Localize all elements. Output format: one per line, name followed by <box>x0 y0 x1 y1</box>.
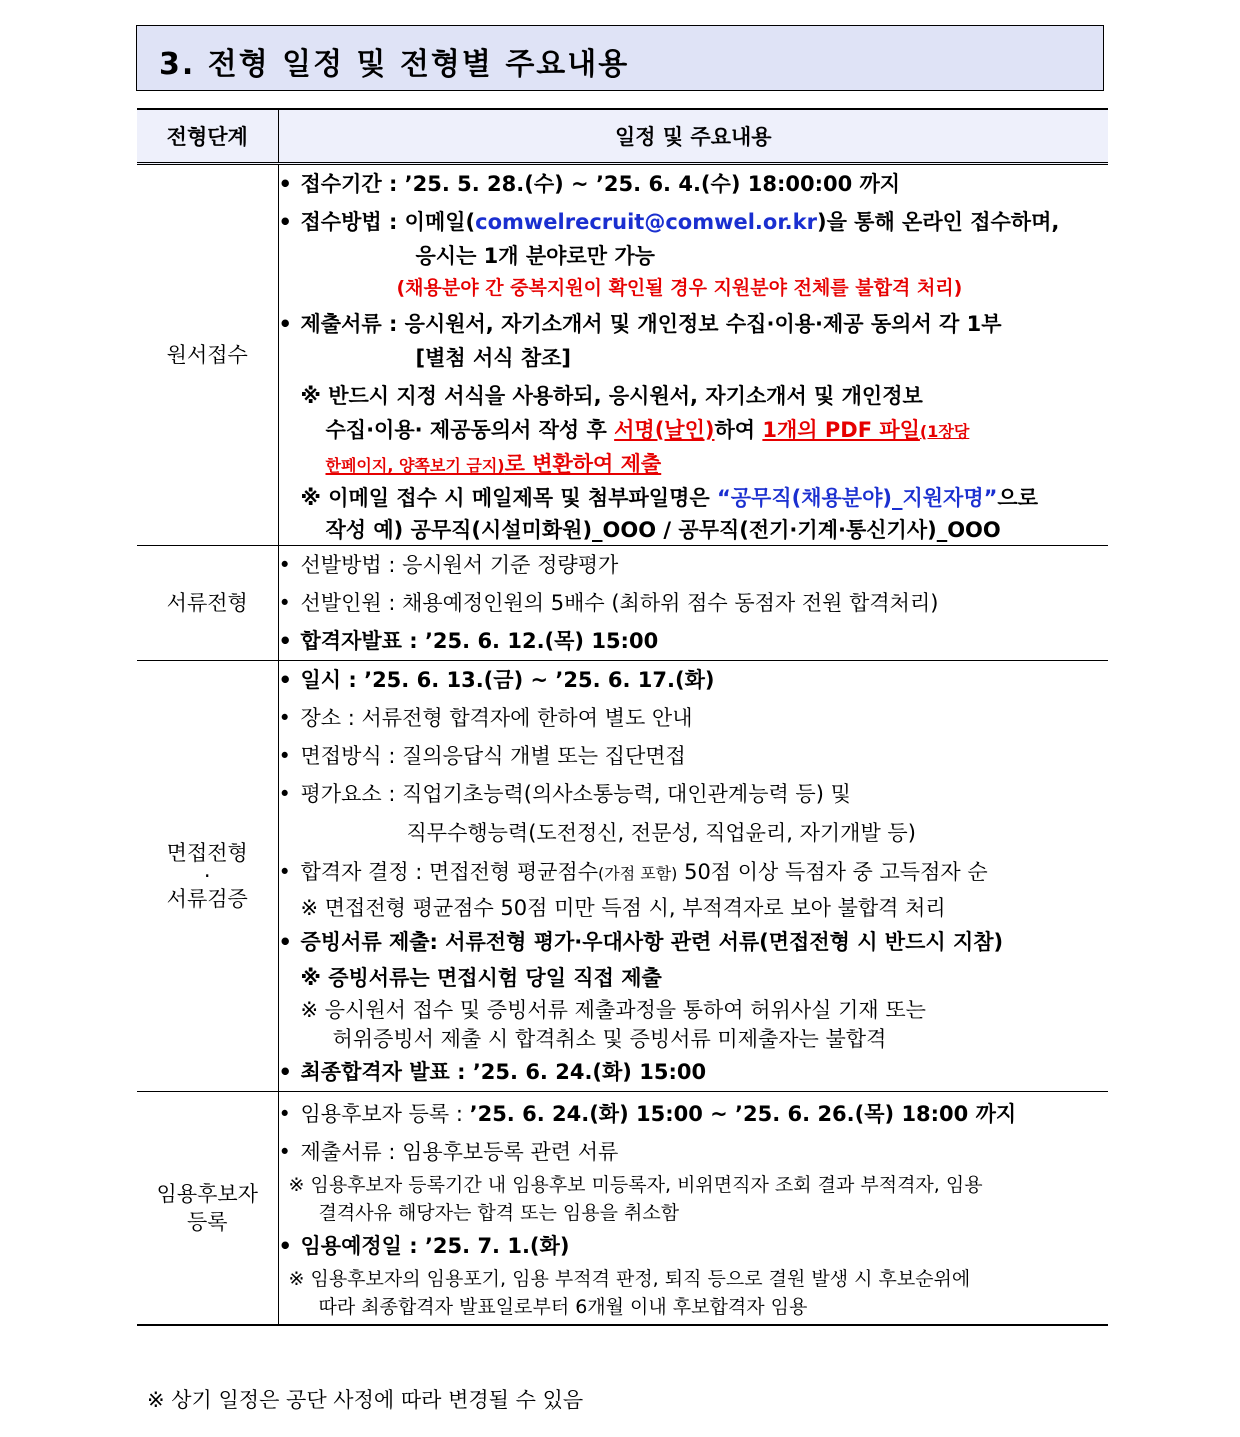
list-item: • 증빙서류 제출: 서류전형 평가·우대사항 관련 서류(면접전형 시 반드시 지참) <box>279 923 1109 961</box>
section-title-box <box>136 25 1104 91</box>
list-item: • 접수기간 : ’25. 5. 28.(수) ~ ’25. 6. 4.(수) 18:00:00 까지 <box>279 165 1109 203</box>
note: 한페이지, 양쪽보기 금지)로 변환하여 제출 <box>325 452 662 476</box>
stage-document-screening: 서류전형 <box>137 546 278 661</box>
table-row-application <box>137 164 1108 546</box>
table-row-document-screening <box>137 546 1108 661</box>
note: 결격사유 해당자는 합격 또는 임용을 취소함 <box>318 1202 680 1224</box>
list-item: • 제출서류 : 응시원서, 자기소개서 및 개인정보 수집·이용·제공 동의서 각 1부 <box>279 305 1109 343</box>
content-interview <box>278 661 1108 1092</box>
note: ※ 면접전형 평균점수 50점 미만 득점 시, 부적격자로 보아 불합격 처리 <box>300 896 946 920</box>
list-item: • 평가요소 : 직업기초능력(의사소통능력, 대인관계능력 등) 및 <box>279 775 1109 813</box>
list-item: 응시는 1개 분야로만 가능 <box>415 244 655 268</box>
list-item: • 합격자 결정 : 면접전형 평균점수(가점 포함) 50점 이상 득점자 중 고득점자 순 <box>279 853 1109 893</box>
list-item: 직무수행능력(도전정신, 전문성, 직업윤리, 자기개발 등) <box>406 821 916 845</box>
list-item: • 임용후보자 등록 : ’25. 6. 24.(화) 15:00 ~ ’25. 6. 26.(목) 18:00 까지 <box>279 1095 1109 1133</box>
list-item: • 장소 : 서류전형 합격자에 한하여 별도 안내 <box>279 699 1109 737</box>
list-item: • 선발방법 : 응시원서 기준 정량평가 <box>279 546 1109 584</box>
email-link[interactable]: comwelrecruit@comwel.or.kr <box>475 210 817 234</box>
warning-text: (채용분야 간 중복지원이 확인될 경우 지원분야 전체를 불합격 처리) <box>396 277 963 299</box>
stage-registration: 임용후보자 등록 <box>137 1092 278 1326</box>
note: 허위증빙서 제출 시 합격취소 및 증빙서류 미제출자는 불합격 <box>332 1027 887 1051</box>
list-item: • 합격자발표 : ’25. 6. 12.(목) 15:00 <box>279 622 1109 660</box>
stage-interview: 면접전형 · 서류검증 <box>137 661 278 1092</box>
list-item: • 일시 : ’25. 6. 13.(금) ~ ’25. 6. 17.(화) <box>279 661 1109 699</box>
header-content: 일정 및 주요내용 <box>278 109 1108 164</box>
list-item: • 선발인원 : 채용예정인원의 5배수 (최하위 점수 동점자 전원 합격처리) <box>279 584 1109 622</box>
note: 수집·이용· 제공동의서 작성 후 서명(날인)하여 1개의 PDF 파일(1장당 <box>325 418 970 442</box>
note: ※ 임용후보자 등록기간 내 임용후보 미등록자, 비위면직자 조회 결과 부적격자, 임용 <box>288 1174 983 1196</box>
table-header-row <box>137 109 1108 164</box>
stage-application: 원서접수 <box>137 164 278 546</box>
list-item: • 임용예정일 : ’25. 7. 1.(화) <box>279 1227 1109 1265</box>
content-registration <box>278 1092 1108 1326</box>
table-row-interview <box>137 661 1108 1092</box>
note: ※ 임용후보자의 임용포기, 임용 부적격 판정, 퇴직 등으로 결원 발생 시 후보순위에 <box>288 1268 971 1290</box>
note: ※ 반드시 지정 서식을 사용하되, 응시원서, 자기소개서 및 개인정보 <box>300 384 923 408</box>
content-document-screening <box>278 546 1108 661</box>
note: ※ 증빙서류는 면접시험 당일 직접 제출 <box>300 966 662 990</box>
list-item: • 최종합격자 발표 : ’25. 6. 24.(화) 15:00 <box>279 1053 1109 1091</box>
content-application <box>278 164 1108 546</box>
list-item: • 제출서류 : 임용후보등록 관련 서류 <box>279 1133 1109 1171</box>
schedule-table <box>137 108 1108 1326</box>
list-item: • 접수방법 : 이메일(comwelrecruit@comwel.or.kr)을 통해 온라인 접수하며, <box>279 203 1109 241</box>
note: ※ 응시원서 접수 및 증빙서류 제출과정을 통하여 허위사실 기재 또는 <box>300 998 926 1022</box>
note: ※ 이메일 접수 시 메일제목 및 첨부파일명은 “공무직(채용분야)_지원자명”으로 <box>300 486 1038 510</box>
section-title: 3. 전형 일정 및 전형별 주요내용 <box>159 47 630 82</box>
footer-note: ※ 상기 일정은 공단 사정에 따라 변경될 수 있음 <box>147 1388 584 1412</box>
table-row-registration <box>137 1092 1108 1326</box>
list-item: [별첨 서식 참조] <box>415 346 572 370</box>
note: 작성 예) 공무직(시설미화원)_OOO / 공무직(전기·기계·통신기사)_OOO <box>325 518 1001 542</box>
note: 따라 최종합격자 발표일로부터 6개월 이내 후보합격자 임용 <box>318 1296 808 1318</box>
list-item: • 면접방식 : 질의응답식 개별 또는 집단면접 <box>279 737 1109 775</box>
header-stage: 전형단계 <box>137 109 278 164</box>
